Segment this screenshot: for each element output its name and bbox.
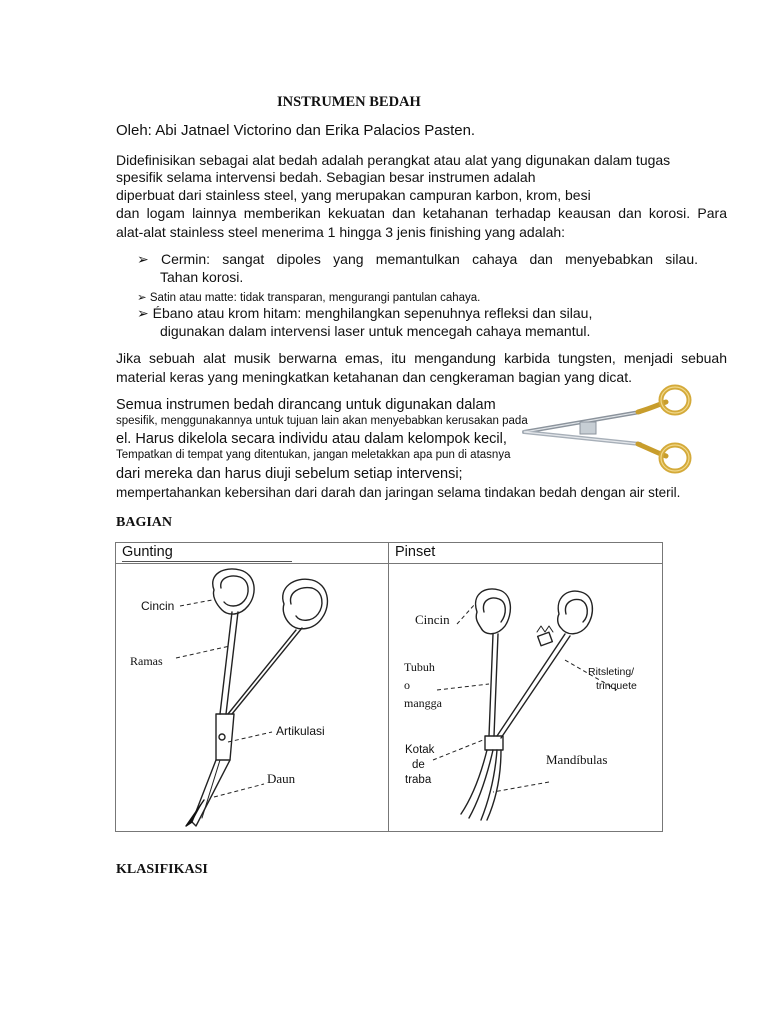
label-daun: Daun xyxy=(267,771,296,786)
label-mandibulas: Mandíbulas xyxy=(546,752,608,767)
section-klasifikasi: KLASIFIKASI xyxy=(116,862,208,877)
para2-line-2: material keras yang meningkatkan ketahanan dan cengkeraman bagian yang dicat. xyxy=(116,369,632,385)
label-kotak-2: de xyxy=(412,759,425,771)
bullet-ebano: ➢ Ébano atau krom hitam: menghilangkan sepenuhnya refleksi dan silau, xyxy=(137,305,593,321)
label-artikulasi: Artikulasi xyxy=(276,724,325,738)
header-pinset: Pinset xyxy=(395,544,436,560)
header-gunting-underline xyxy=(122,561,292,562)
byline: Oleh: Abi Jatnael Victorino dan Erika Palacios Pasten. xyxy=(116,122,476,139)
section-bagian: BAGIAN xyxy=(116,515,173,530)
para3-line-2: spesifik, menggunakannya untuk tujuan lain akan menyebabkan kerusakan pada xyxy=(116,415,528,427)
para3-line-3: el. Harus dikelola secara individu atau dalam kelompok kecil, xyxy=(116,431,507,447)
intro-line-5: alat-alat stainless steel menerima 1 hingga 3 jenis finishing yang adalah: xyxy=(116,224,566,240)
label-tubuh-1: Tubuh xyxy=(404,660,435,674)
bullet-satin: ➢ Satin atau matte: tidak transparan, mengurangi pantulan cahaya. xyxy=(137,292,481,304)
para3-line-4: Tempatkan di tempat yang ditentukan, jangan meletakkan apa pun di atasnya xyxy=(116,449,511,461)
intro-line-3: diperbuat dari stainless steel, yang merupakan campuran karbon, krom, besi xyxy=(116,187,591,203)
para3-line-1: Semua instrumen bedah dirancang untuk digunakan dalam xyxy=(116,397,496,413)
label-tubuh-2: o xyxy=(404,678,410,692)
bullet-ebano-cont: digunakan dalam intervensi laser untuk mencegah cahaya memantul. xyxy=(160,323,591,339)
intro-line-1: Didefinisikan sebagai alat bedah adalah perangkat atau alat yang digunakan dalam tugas xyxy=(116,152,671,168)
label-kotak-3: traba xyxy=(405,774,432,786)
document-title: INSTRUMEN BEDAH xyxy=(277,94,421,110)
intro-line-4: dan logam lainnya memberikan kekuatan dan ketahanan terhadap keausan dan korosi. Para xyxy=(116,205,727,221)
gold-needle-holder-image xyxy=(520,382,700,482)
label-cincin-scissors: Cincin xyxy=(141,599,175,613)
bullet-mirror: ➢ Cermin: sangat dipoles yang memantulkan cahaya dan menyebabkan silau. xyxy=(137,251,698,267)
header-gunting: Gunting xyxy=(122,544,173,560)
label-cincin-pinset: Cincin xyxy=(415,612,450,627)
label-ritsleting-2: trinquete xyxy=(596,680,637,692)
para2-line-1: Jika sebuah alat musik berwarna emas, itu mengandung karbida tungsten, menjadi sebuah xyxy=(116,350,727,366)
label-tubuh-3: mangga xyxy=(404,696,442,710)
intro-line-2: spesifik selama intervensi bedah. Sebagian besar instrumen adalah xyxy=(116,169,536,185)
label-ramas: Ramas xyxy=(130,654,163,668)
label-ritsleting-1: Ritsleting/ xyxy=(588,666,635,678)
para3-line-5: dari mereka dan harus diuji sebelum setiap intervensi; xyxy=(116,466,463,482)
para3-line-6: mempertahankan kebersihan dari darah dan jaringan selama tindakan bedah dengan air steril. xyxy=(116,485,681,500)
label-kotak-1: Kotak xyxy=(405,744,435,756)
parts-table xyxy=(115,542,663,832)
bullet-mirror-cont: Tahan korosi. xyxy=(160,269,244,285)
